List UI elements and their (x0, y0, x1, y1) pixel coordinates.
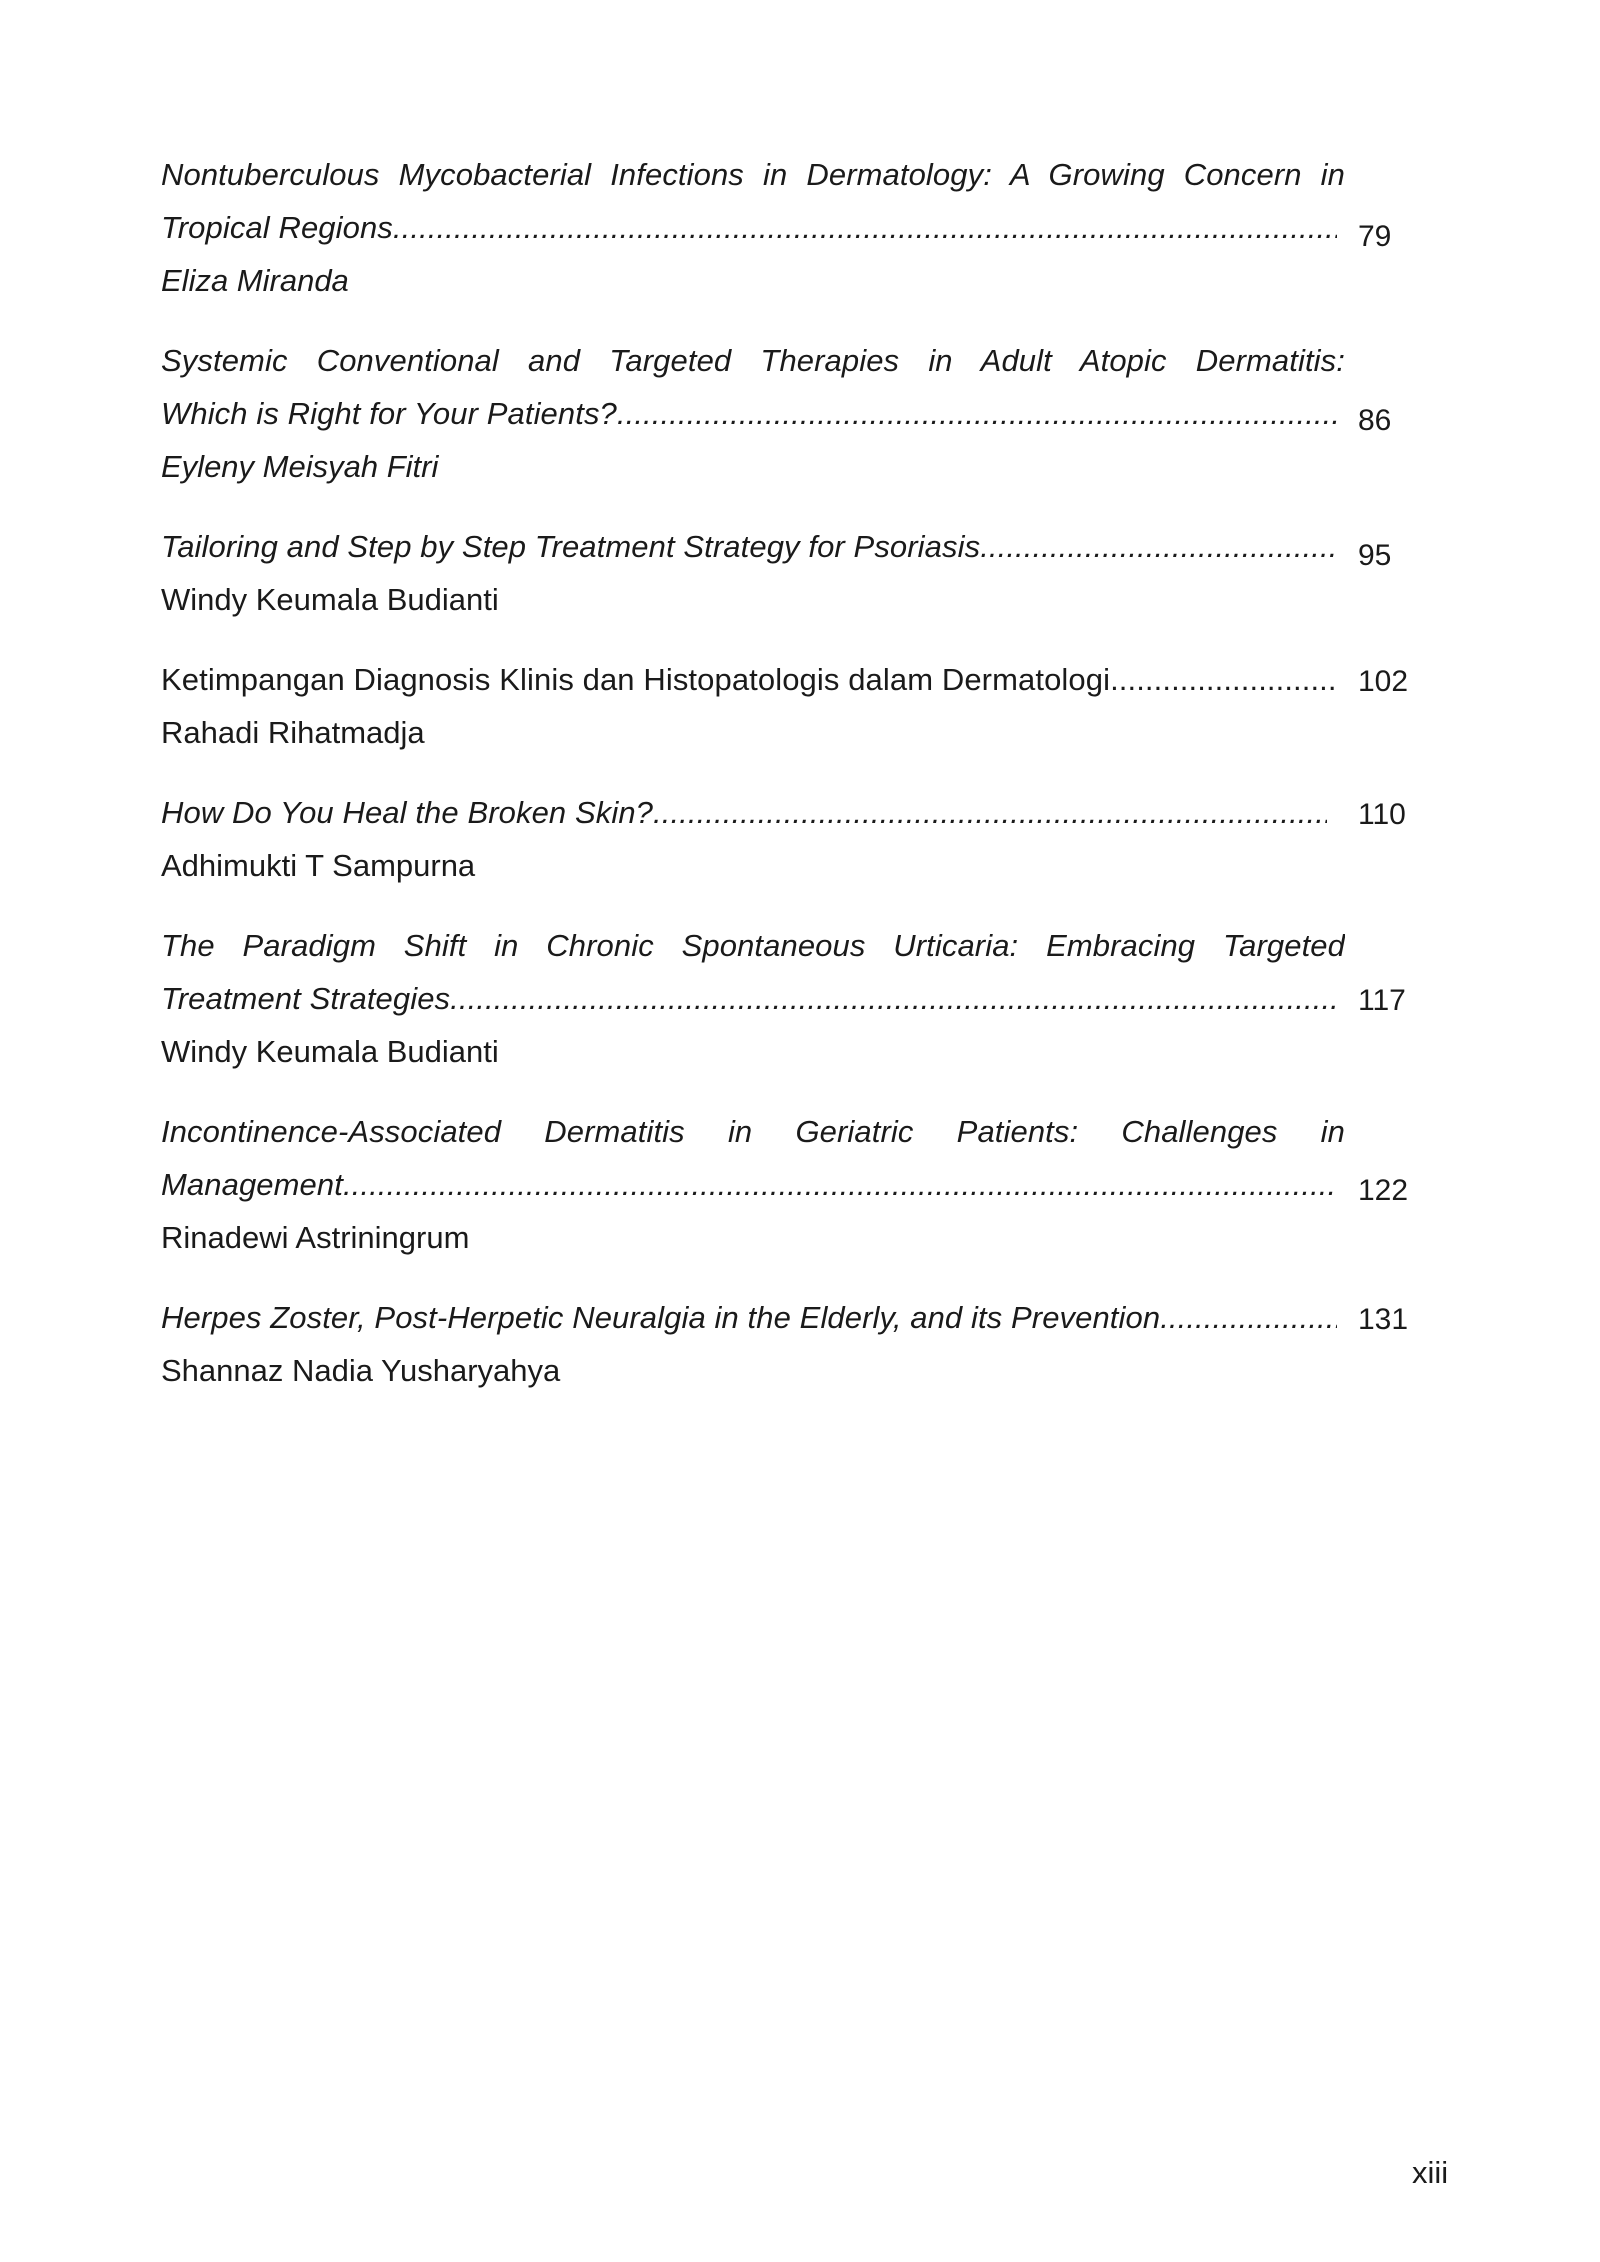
toc-entry-title-last-line (161, 520, 1337, 573)
toc-entry-title-last-line (161, 786, 1327, 839)
toc-entry[interactable] (161, 786, 1451, 892)
toc-entry[interactable] (161, 520, 1451, 626)
dot-leader (1110, 653, 1337, 706)
toc-entry-author: Eliza Miranda (161, 263, 349, 298)
toc-entry-page-number: 79 (1358, 220, 1392, 253)
toc-entry-title[interactable] (161, 919, 1345, 1025)
toc-entry-title-last-line (161, 653, 1337, 706)
toc-entry-title[interactable] (161, 786, 1345, 839)
toc-entry-title-line: Which is Right for Your Patients? (161, 396, 617, 431)
toc-entry-title[interactable] (161, 520, 1345, 573)
toc-entry-title-line: Treatment Strategies (161, 981, 451, 1016)
toc-entry-page-number: 117 (1358, 984, 1406, 1017)
toc-entry-title-last-line (161, 972, 1337, 1025)
toc-entry-title-line: Systemic Conventional and Targeted Therapies in Adult Atopic Dermatitis: (161, 343, 1345, 378)
toc-entry-page-number: 95 (1358, 539, 1392, 572)
toc-entry-title-line: Nontuberculous Mycobacterial Infections in Dermatology: A Growing Concern in (161, 157, 1345, 192)
toc-entry-title-line: The Paradigm Shift in Chronic Spontaneous Urticaria: Embracing Targeted (161, 928, 1345, 963)
toc-entry[interactable] (161, 148, 1451, 307)
toc-entry[interactable] (161, 1105, 1451, 1264)
toc-entry[interactable] (161, 334, 1451, 493)
toc-entry-title[interactable] (161, 1105, 1345, 1211)
dot-leader (1160, 1291, 1337, 1344)
toc-entry-page-number: 122 (1358, 1174, 1409, 1207)
toc-entry-author: Rinadewi Astriningrum (161, 1220, 470, 1255)
toc-entry-title-line: Management (161, 1167, 343, 1202)
dot-leader (393, 201, 1337, 254)
toc-entry-page-number: 110 (1358, 798, 1406, 831)
toc-entry-author: Rahadi Rihatmadja (161, 715, 425, 750)
toc-entry-title-last-line (161, 387, 1337, 440)
toc-entry-author: Windy Keumala Budianti (161, 582, 499, 617)
toc-entry-title-line: Tropical Regions (161, 210, 393, 245)
toc-entry-title-line: Ketimpangan Diagnosis Klinis dan Histopatologis dalam Dermatologi (161, 662, 1111, 697)
toc-entry-title[interactable] (161, 1291, 1345, 1344)
toc-entry-title-line: Herpes Zoster, Post-Herpetic Neuralgia in the Elderly, and its Prevention (161, 1300, 1161, 1335)
toc-entry-author: Adhimukti T Sampurna (161, 848, 476, 883)
toc-entry-title-last-line (161, 1158, 1337, 1211)
toc-entry-page-number: 102 (1358, 665, 1409, 698)
toc-entry-page-number: 86 (1358, 404, 1392, 437)
toc-entry-title-line: How Do You Heal the Broken Skin? (161, 795, 654, 830)
toc-entry-title-line: Incontinence-Associated Dermatitis in Geriatric Patients: Challenges in (161, 1114, 1345, 1149)
page-number-folio: xiii (1412, 2155, 1449, 2190)
table-of-contents (161, 148, 1451, 1424)
toc-entry-title[interactable] (161, 653, 1345, 706)
toc-entry[interactable] (161, 1291, 1451, 1397)
toc-entry-title[interactable] (161, 334, 1345, 440)
dot-leader (653, 786, 1327, 839)
dot-leader (343, 1158, 1337, 1211)
dot-leader (980, 520, 1337, 573)
toc-entry-title-last-line (161, 1291, 1337, 1344)
toc-entry[interactable] (161, 919, 1451, 1078)
toc-entry[interactable] (161, 653, 1451, 759)
toc-entry-author: Windy Keumala Budianti (161, 1034, 499, 1069)
dot-leader (617, 387, 1337, 440)
toc-entry-author: Shannaz Nadia Yusharyahya (161, 1353, 561, 1388)
toc-entry-title-last-line (161, 201, 1337, 254)
toc-entry-title[interactable] (161, 148, 1345, 254)
toc-entry-author: Eyleny Meisyah Fitri (161, 449, 439, 484)
dot-leader (450, 972, 1337, 1025)
toc-entry-title-line: Tailoring and Step by Step Treatment Strategy for Psoriasis (161, 529, 981, 564)
toc-entry-page-number: 131 (1358, 1303, 1409, 1336)
